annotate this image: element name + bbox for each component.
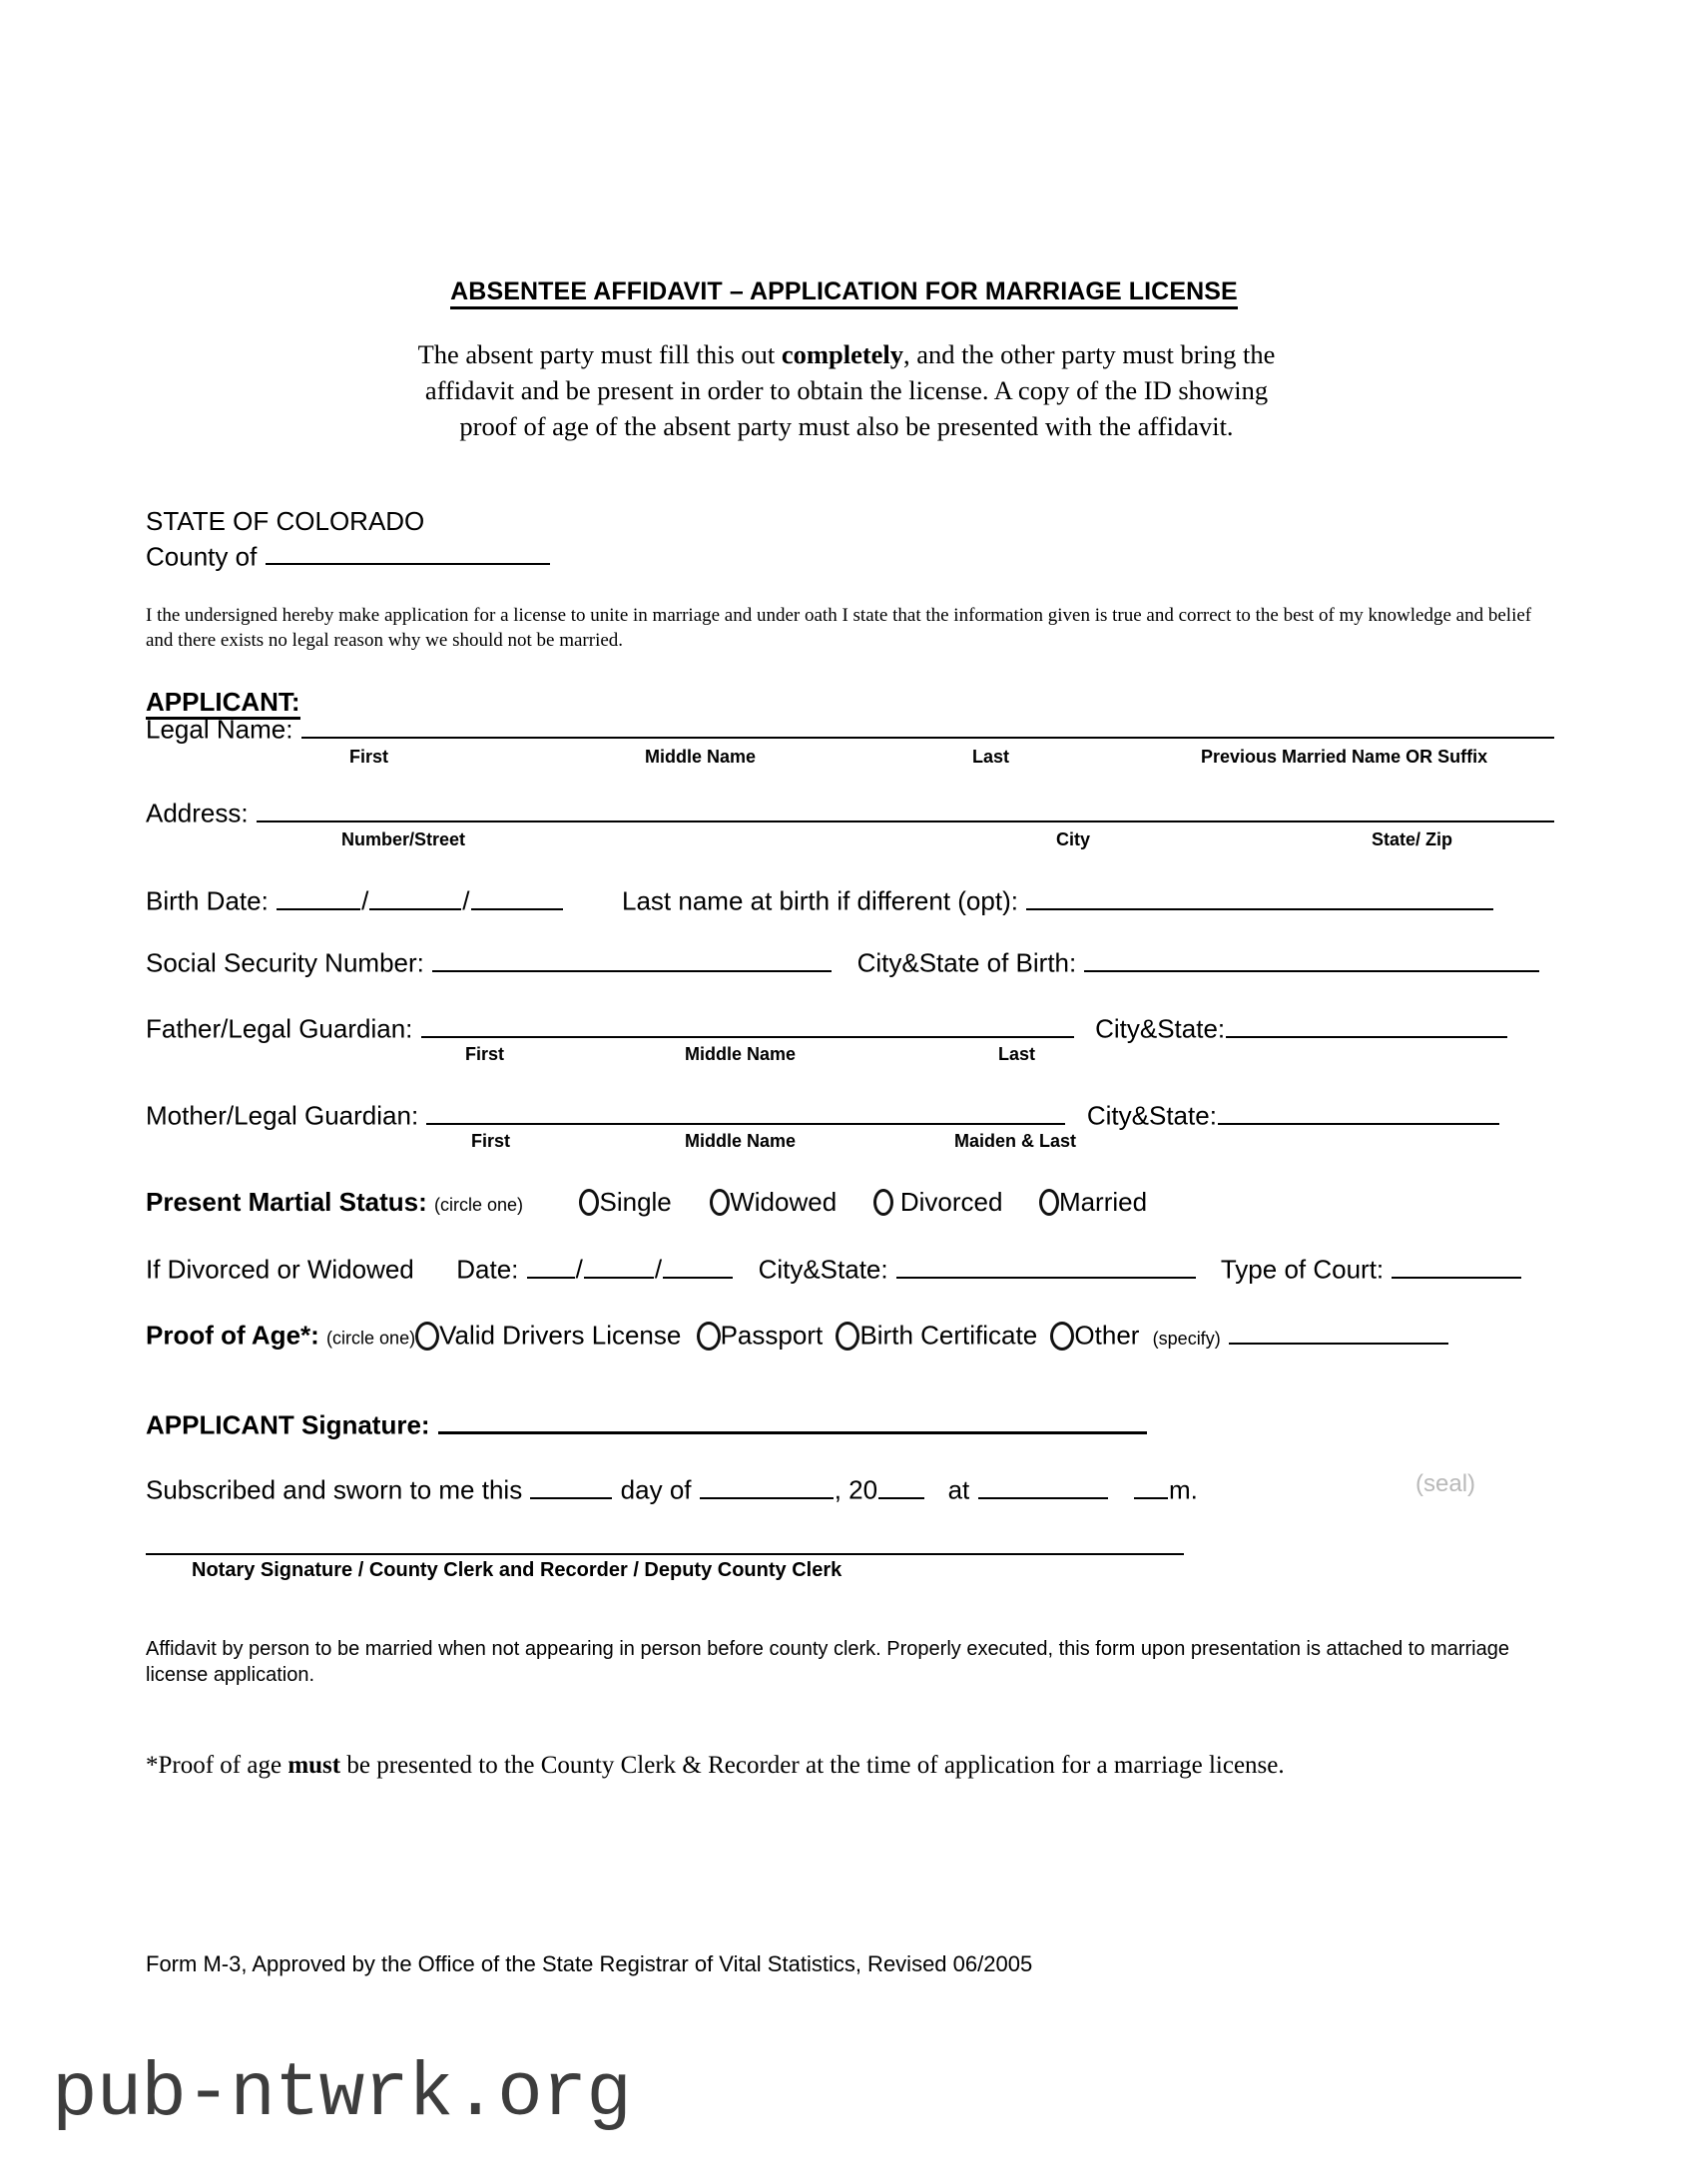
type-of-court-label: Type of Court: (1220, 1254, 1385, 1285)
mother-sublabel-first: First (471, 1131, 511, 1151)
county-label: County of (146, 541, 258, 572)
state-county-block (146, 504, 551, 574)
father-name-input-rule[interactable] (421, 1011, 1074, 1038)
ssn-input-rule[interactable] (432, 945, 832, 972)
marital-option-widowed[interactable]: Widowed (730, 1187, 838, 1217)
proof-other-input-rule[interactable] (1229, 1318, 1448, 1345)
radio-valid-drivers-license-icon[interactable] (415, 1322, 439, 1351)
sworn-prefix: Subscribed and sworn to me this (146, 1474, 523, 1505)
seal-placeholder: (seal) (1415, 1470, 1476, 1497)
birth-day-input-rule[interactable] (369, 883, 461, 910)
oath-paragraph: I the undersigned hereby make application for a license to unite in marriage and under oath I state that the information given is true and correct to the best of my knowledge and belief and there exists no legal reason why we should not be married. (146, 605, 1532, 652)
address-input-rule[interactable] (257, 796, 1554, 822)
mother-label: Mother/Legal Guardian: (146, 1100, 419, 1131)
father-sublabels (146, 1044, 1543, 1066)
applicant-signature-row (146, 1406, 1148, 1441)
state-line: STATE OF COLORADO (146, 506, 425, 536)
birth-year-input-rule[interactable] (471, 883, 563, 910)
sworn-at-label: at (947, 1474, 970, 1505)
sublabel-middle: Middle Name (645, 747, 757, 767)
sworn-day-label: day of (620, 1474, 692, 1505)
sublabel-city: City (1056, 829, 1091, 849)
radio-widowed-icon[interactable] (710, 1189, 730, 1216)
sublabel-first: First (349, 747, 389, 767)
divorce-date-label: Date: (456, 1254, 519, 1285)
county-line (146, 539, 551, 574)
sworn-statement-row (146, 1472, 1198, 1506)
applicant-signature-input-rule[interactable] (438, 1406, 1147, 1434)
proof-note-part-1: *Proof of age (146, 1752, 288, 1779)
sublabel-previous: Previous Married Name OR Suffix (1201, 747, 1488, 767)
legal-name-input-rule[interactable] (301, 712, 1554, 739)
father-label: Father/Legal Guardian: (146, 1013, 413, 1044)
city-state-birth-input-rule[interactable] (1084, 945, 1539, 972)
father-sublabel-last: Last (998, 1044, 1036, 1064)
intro-emphasis: completely (781, 339, 904, 369)
father-row (146, 1011, 1508, 1045)
proof-other-specify-note: (specify) (1152, 1328, 1221, 1349)
marital-status-row (146, 1187, 1147, 1218)
sworn-month-input-rule[interactable] (700, 1472, 834, 1499)
proof-note-part-2: be presented to the County Clerk & Recorder at the time of application for a marriage license. (340, 1752, 1285, 1779)
proof-circle-one-note: (circle one) (326, 1328, 416, 1349)
radio-divorced-icon[interactable] (873, 1189, 893, 1216)
sworn-year-prefix: , 20 (834, 1474, 878, 1505)
proof-note-emphasis: must (287, 1752, 341, 1779)
legal-name-label: Legal Name: (146, 714, 293, 745)
birth-date-label: Birth Date: (146, 885, 269, 916)
sublabel-number-street: Number/Street (341, 829, 466, 849)
sublabel-state-zip: State/ Zip (1372, 829, 1453, 849)
proof-of-age-label: Proof of Age*: (146, 1320, 319, 1351)
marital-circle-one-note: (circle one) (433, 1195, 524, 1215)
affidavit-note: Affidavit by person to be married when not appearing in person before county clerk. Properly executed, this form upon presentation is attached to marriage license application. (146, 1638, 1509, 1687)
divorce-month-input-rule[interactable] (527, 1252, 575, 1279)
sworn-year-input-rule[interactable] (878, 1472, 924, 1499)
intro-part-2: , and the other party must bring the affidavit and be present in order to obtain the license. A copy of the ID showing proof of age of the absent party must also be presented with the affidavit. (424, 339, 1276, 441)
last-name-at-birth-input-rule[interactable] (1026, 883, 1493, 910)
ssn-row (146, 945, 1540, 979)
intro-paragraph (397, 337, 1296, 444)
proof-of-age-note (146, 1749, 1548, 1782)
address-label: Address: (146, 798, 249, 828)
divorced-widowed-label: If Divorced or Widowed (146, 1254, 414, 1285)
radio-married-icon[interactable] (1039, 1189, 1059, 1216)
radio-birth-certificate-icon[interactable] (836, 1322, 859, 1351)
proof-option-drivers-license[interactable]: Valid Drivers License (439, 1320, 682, 1351)
marital-status-label: Present Martial Status: (146, 1187, 427, 1217)
sworn-meridiem-input-rule[interactable] (1134, 1472, 1168, 1499)
legal-name-sublabels (146, 747, 1543, 769)
sworn-time-input-rule[interactable] (978, 1472, 1108, 1499)
site-watermark: pub-ntwrk.org (52, 2051, 631, 2137)
county-input-rule[interactable] (266, 539, 550, 566)
proof-option-birth-certificate[interactable]: Birth Certificate (859, 1320, 1038, 1351)
divorce-year-input-rule[interactable] (663, 1252, 733, 1279)
divorce-city-state-label: City&State: (758, 1254, 888, 1285)
birth-date-row: Birth Date: / / Last name at birth if different (opt): (146, 883, 1494, 917)
sworn-day-input-rule[interactable] (530, 1472, 612, 1499)
mother-name-input-rule[interactable] (426, 1098, 1065, 1125)
sworn-meridiem-label: m. (1168, 1474, 1198, 1505)
page-title-text: ABSENTEE AFFIDAVIT – APPLICATION FOR MARRIAGE LICENSE (450, 277, 1238, 309)
radio-passport-icon[interactable] (697, 1322, 721, 1351)
type-of-court-input-rule[interactable] (1392, 1252, 1521, 1279)
father-sublabel-first: First (465, 1044, 505, 1064)
divorced-widowed-row: If Divorced or Widowed Date: / / City&State: Type of Court: (146, 1252, 1522, 1286)
radio-single-icon[interactable] (579, 1189, 599, 1216)
proof-of-age-row (146, 1318, 1449, 1352)
father-city-state-label: City&State: (1095, 1013, 1226, 1044)
marital-option-divorced[interactable]: Divorced (899, 1187, 1003, 1217)
address-sublabels (146, 829, 1543, 851)
mother-row (146, 1098, 1500, 1132)
proof-option-other[interactable]: Other (1074, 1320, 1140, 1351)
ssn-label: Social Security Number: (146, 947, 424, 978)
legal-name-row (146, 712, 1555, 746)
marital-option-single[interactable]: Single (599, 1187, 672, 1217)
divorce-city-state-input-rule[interactable] (896, 1252, 1196, 1279)
address-row (146, 796, 1555, 829)
mother-city-state-label: City&State: (1086, 1100, 1217, 1131)
mother-sublabels (146, 1131, 1543, 1153)
notary-caption: Notary Signature / County Clerk and Recorder / Deputy County Clerk (192, 1559, 843, 1581)
notary-signature-input-rule[interactable] (146, 1553, 1184, 1555)
sublabel-last: Last (972, 747, 1010, 767)
intro-part-1: The absent party must fill this out (417, 339, 782, 369)
mother-city-state-input-rule[interactable] (1218, 1098, 1499, 1125)
radio-other-icon[interactable] (1050, 1322, 1074, 1351)
mother-sublabel-maiden-last: Maiden & Last (954, 1131, 1077, 1151)
page-title (0, 277, 1688, 306)
marital-option-married[interactable]: Married (1058, 1187, 1148, 1217)
city-state-birth-label: City&State of Birth: (856, 947, 1077, 978)
applicant-signature-label: APPLICANT Signature: (146, 1409, 430, 1440)
applicant-heading-text: APPLICANT: (146, 687, 300, 720)
mother-sublabel-middle: Middle Name (685, 1131, 797, 1151)
proof-option-passport[interactable]: Passport (720, 1320, 824, 1351)
father-sublabel-middle: Middle Name (685, 1044, 797, 1064)
last-name-at-birth-label: Last name at birth if different (opt): (622, 885, 1018, 916)
birth-month-input-rule[interactable] (277, 883, 360, 910)
form-identifier: Form M-3, Approved by the Office of the State Registrar of Vital Statistics, Revised 06/2005 (146, 1951, 1033, 1976)
divorce-day-input-rule[interactable] (584, 1252, 654, 1279)
father-city-state-input-rule[interactable] (1226, 1011, 1507, 1038)
